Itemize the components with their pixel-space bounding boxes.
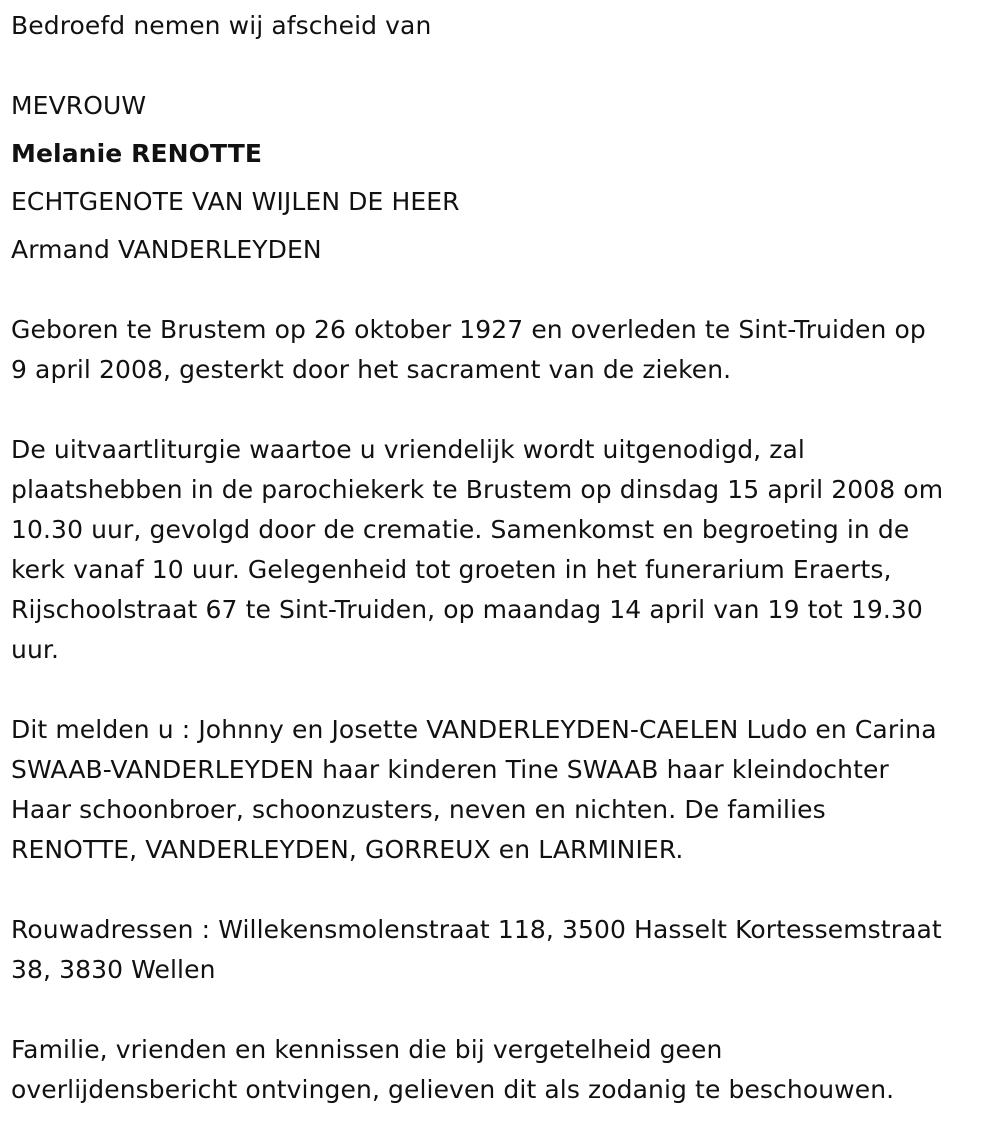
death-notice [11, 6, 993, 1110]
ceremony-paragraph: De uitvaartliturgie waartoe u vriendelijk wordt uitgenodigd, zal plaatshebben in de parochiekerk te Brustem op dinsdag 15 april 2008 om 10.30 uur, gevolgd door de crematie. Samenkomst en begroeting in de kerk vanaf 10 uur. Gelegenheid tot groeten in het funerarium Eraerts, Rijschoolstraat 67 te Sint-Truiden, op maandag 14 april van 19 tot 19.30 uur. [11, 435, 944, 664]
announcers-paragraph: Dit melden u : Johnny en Josette VANDERLEYDEN-CAELEN Ludo en Carina SWAAB-VANDERLEYDEN haar kinderen Tine SWAAB haar kleindochter Haar schoonbroer, schoonzusters, neven en nichten. De families RENOTTE, VANDERLEYDEN, GORREUX en LARMINIER. [11, 715, 937, 864]
deceased-name: Melanie RENOTTE [11, 139, 263, 168]
name-block [11, 86, 993, 270]
birth-death-paragraph: Geboren te Brustem op 26 oktober 1927 en overleden te Sint-Truiden op 9 april 2008, gesterkt door het sacrament van de zieken. [11, 315, 926, 384]
spouse-title: ECHTGENOTE VAN WIJLEN DE HEER [11, 187, 460, 216]
honorific: MEVROUW [11, 91, 147, 120]
spouse-name: Armand VANDERLEYDEN [11, 235, 322, 264]
closing-paragraph: Familie, vrienden en kennissen die bij vergetelheid geen overlijdensbericht ontvingen, gelieven dit als zodanig te beschouwen. [11, 1035, 895, 1104]
addresses-paragraph: Rouwadressen : Willekensmolenstraat 118, 3500 Hasselt Kortessemstraat 38, 3830 Wellen [11, 915, 942, 984]
intro-text: Bedroefd nemen wij afscheid van [11, 11, 432, 40]
